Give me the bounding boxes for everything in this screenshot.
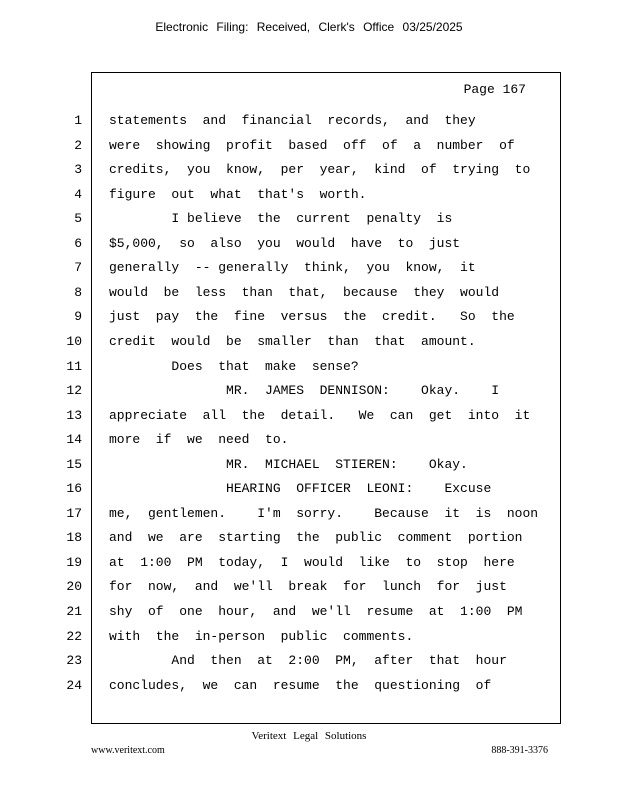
transcript-line <box>0 309 618 333</box>
line-text: were showing profit based off of a number of <box>109 137 515 153</box>
transcript-line <box>0 260 618 284</box>
transcript-line <box>0 334 618 358</box>
line-text: at 1:00 PM today, I would like to stop here <box>109 554 515 570</box>
line-number: 3 <box>74 162 82 178</box>
line-text: concludes, we can resume the questioning of <box>109 677 492 693</box>
line-text: for now, and we'll break for lunch for just <box>109 579 507 595</box>
line-number: 5 <box>74 211 82 227</box>
line-number: 7 <box>74 260 82 276</box>
line-text: statements and financial records, and they <box>109 113 476 128</box>
line-number: 16 <box>66 481 82 497</box>
footer-company: Veritext Legal Solutions <box>251 730 367 742</box>
line-number: 20 <box>66 579 82 595</box>
transcript-line <box>0 408 618 432</box>
line-text: and we are starting the public comment portion <box>109 530 523 546</box>
line-number: 13 <box>66 407 82 423</box>
transcript-line <box>0 555 618 579</box>
transcript-line <box>0 579 618 603</box>
line-text: me, gentlemen. I'm sorry. Because it is noon <box>109 505 539 521</box>
line-number: 6 <box>74 235 82 251</box>
transcript-line <box>0 383 618 407</box>
transcript-line <box>0 653 618 677</box>
line-text: And then at 2:00 PM, after that hour <box>109 653 507 669</box>
line-number: 1 <box>74 113 82 128</box>
transcript-line <box>0 113 618 137</box>
line-text: shy of one hour, and we'll resume at 1:00 PM <box>109 604 523 619</box>
transcript-line <box>0 481 618 505</box>
line-text: credits, you know, per year, kind of trying to <box>109 162 531 178</box>
line-number: 22 <box>66 628 82 644</box>
line-text: credit would be smaller than that amount. <box>109 333 476 349</box>
line-text: I believe the current penalty is <box>109 211 453 227</box>
line-number: 14 <box>66 432 82 448</box>
line-number: 2 <box>74 137 82 153</box>
line-number: 18 <box>66 530 82 546</box>
page-number: Page 167 <box>463 82 526 97</box>
line-text: generally -- generally think, you know, it <box>109 260 476 276</box>
line-text: HEARING OFFICER LEONI: Excuse <box>109 481 492 497</box>
transcript-line <box>0 457 618 481</box>
line-number: 23 <box>66 653 82 669</box>
transcript-line <box>0 236 618 260</box>
transcript-line <box>0 138 618 162</box>
line-number: 19 <box>66 554 82 570</box>
line-number: 15 <box>66 456 82 472</box>
line-text: just pay the fine versus the credit. So the <box>109 309 515 325</box>
line-text: Does that make sense? <box>109 358 359 374</box>
transcript-line <box>0 432 618 456</box>
line-number: 17 <box>66 505 82 521</box>
footer-phone: 888-391-3376 <box>491 745 548 756</box>
line-text: MR. MICHAEL STIEREN: Okay. <box>109 456 468 472</box>
line-number: 8 <box>74 284 82 300</box>
transcript-line <box>0 629 618 653</box>
line-number: 21 <box>66 604 82 619</box>
line-text: figure out what that's worth. <box>109 186 367 202</box>
line-number: 9 <box>74 309 82 325</box>
line-text: $5,000, so also you would have to just <box>109 235 461 251</box>
transcript-line <box>0 506 618 530</box>
transcript-line <box>0 678 618 702</box>
line-text: more if we need to. <box>109 432 289 448</box>
line-text: MR. JAMES DENNISON: Okay. I <box>109 383 500 399</box>
line-number: 24 <box>66 677 82 693</box>
transcript-line <box>0 187 618 211</box>
line-number: 12 <box>66 383 82 399</box>
transcript-line <box>0 604 618 628</box>
transcript-line <box>0 359 618 383</box>
line-number: 10 <box>66 333 82 349</box>
footer-website: www.veritext.com <box>91 745 165 756</box>
transcript-line <box>0 162 618 186</box>
line-text: with the in-person public comments. <box>109 628 414 644</box>
line-number: 4 <box>74 186 82 202</box>
transcript-line <box>0 211 618 235</box>
filing-header: Electronic Filing: Received, Clerk's Office 03/25/2025 <box>155 20 463 34</box>
transcript-line <box>0 285 618 309</box>
line-text: would be less than that, because they would <box>109 284 500 300</box>
line-number: 11 <box>66 358 82 374</box>
transcript-line <box>0 530 618 554</box>
line-text: appreciate all the detail. We can get into it <box>109 407 531 423</box>
